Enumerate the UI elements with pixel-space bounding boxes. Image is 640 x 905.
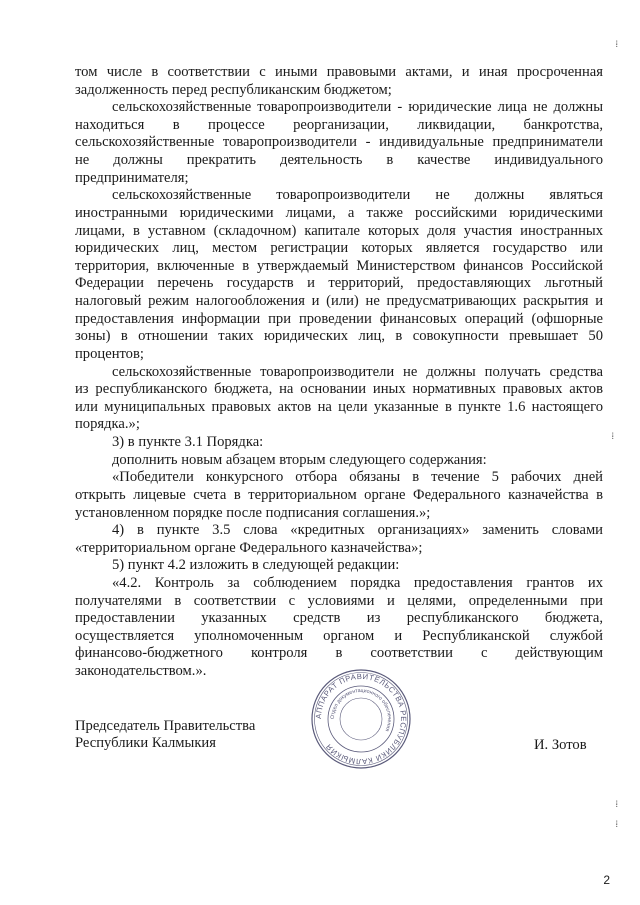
text-line: предоставления информации при проведении финансовых операций (офшорные [75, 310, 603, 327]
text-line: из республиканского бюджета, на основании иных нормативных правовых актов [75, 381, 603, 398]
text-line: налоговый режим налогообложения и (или) не предусматривающих раскрытия и [75, 293, 603, 310]
text-line: находиться в процессе реорганизации, ликвидации, банкротства, [75, 116, 603, 133]
text-line: иностранными юридическими лицами, а также российскими юридическими [75, 204, 603, 221]
text-line: сельскохозяйственные товаропроизводители - юридические лица не должны [112, 99, 603, 116]
text-line: зоны) в отношении таких юридических лиц, в совокупности превышает 50 [75, 328, 603, 345]
text-line: Федерации перечень государств и территорий, предоставляющих льготный [75, 275, 603, 292]
text-line: 3) в пункте 3.1 Порядка: [112, 434, 264, 451]
text-line: «4.2. Контроль за соблюдением порядка предоставления грантов их [112, 574, 603, 591]
seal-inner-text: Отдел документационного обеспечения [329, 687, 393, 733]
text-line: открыть лицевые счета в территориальном органе Федерального казначейства в [75, 486, 603, 503]
text-line: законодательством.». [75, 663, 207, 680]
seal-outer-text: АППАРАТ ПРАВИТЕЛЬСТВА РЕСПУБЛИКИ КАЛМЫКИЯ [313, 671, 409, 767]
signature-position-line1: Председатель Правительства [75, 718, 256, 734]
text-line: «территориальном органе Федерального казначейства»; [75, 539, 423, 556]
signature-position-line2: Республики Калмыкия [75, 735, 216, 751]
text-line: получателями в соответствии с условиями и целями, определенными при [75, 592, 603, 609]
text-line: 5) пункт 4.2 изложить в следующей редакции: [112, 557, 400, 574]
signatory-name: И. Зотов [534, 737, 587, 753]
text-line: предоставлении указанных средств из республиканского бюджета, [75, 610, 603, 627]
text-line: том числе в соответствии с иными правовыми актами, и иная просроченная [75, 64, 603, 80]
text-line: лицами, в уставном (складочном) капитале которых доля участия иностранных [75, 222, 603, 239]
page-number: 2 [603, 873, 610, 887]
margin-mark: ⁞ [615, 39, 618, 49]
text-line: процентов; [75, 345, 144, 362]
text-line: 4) в пункте 3.5 слова «кредитных организациях» заменить словами [112, 522, 603, 539]
text-line: территория, включенные в утверждаемый Министерством финансов Российской [75, 257, 603, 274]
text-line: финансово-бюджетного контроля в соответствии с действующим [75, 645, 603, 662]
text-line: задолженность перед республиканским бюджетом; [75, 81, 392, 98]
text-line: юридических лиц, местом регистрации которых является государство или [75, 240, 603, 257]
text-line: дополнить новым абзацем вторым следующего содержания: [112, 451, 487, 468]
text-line: предпринимателя; [75, 169, 189, 186]
text-line: сельскохозяйственные товаропроизводители - индивидуальные предприниматели [75, 134, 603, 151]
official-seal [310, 668, 412, 770]
margin-mark: ⁞ [615, 799, 618, 809]
text-line: установленном порядке после подписания соглашения.»; [75, 504, 431, 521]
text-line: сельскохозяйственные товаропроизводители не должны являться [112, 187, 603, 204]
text-line: сельскохозяйственные товаропроизводители не должны получать средства [112, 363, 603, 380]
signature-position [75, 718, 255, 752]
text-line: «Победители конкурсного отбора обязаны в течение 5 рабочих дней [112, 469, 603, 486]
text-line: или муниципальных правовых актов на цели указанные в пункте 1.6 настоящего [75, 398, 603, 415]
text-line: осуществляется уполномоченным органом и Республиканской службой [75, 627, 603, 644]
margin-mark: ⁞ [615, 819, 618, 829]
margin-mark: ⁞ [611, 431, 614, 441]
text-line: порядка.»; [75, 416, 140, 433]
text-line: не должны прекратить деятельность в качестве индивидуального [75, 152, 603, 169]
